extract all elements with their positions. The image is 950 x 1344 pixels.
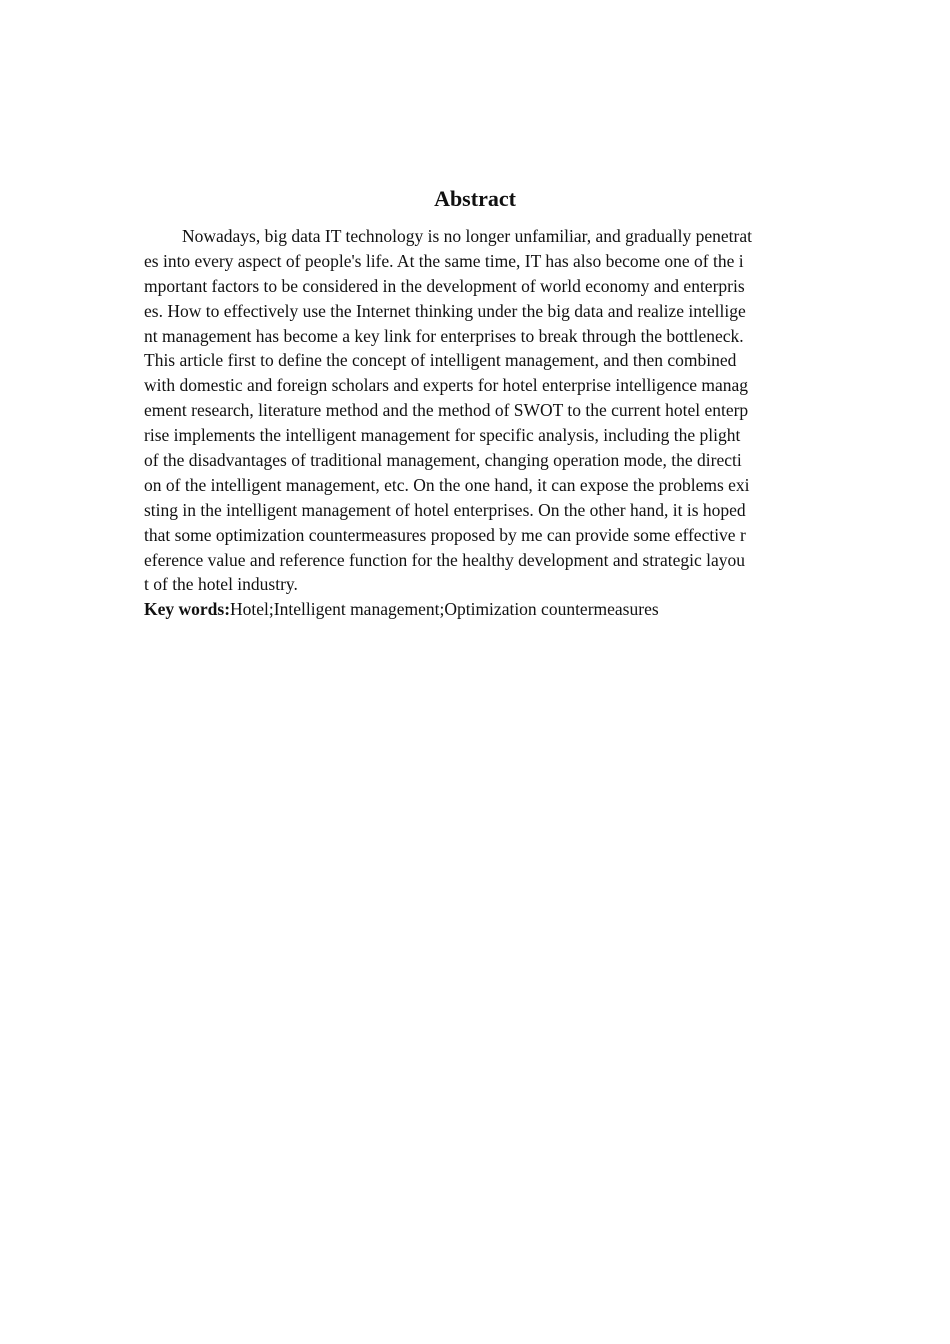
abstract-line: eference value and reference function for the healthy development and strategic layou: [144, 549, 746, 570]
abstract-line: on of the intelligent management, etc. On the one hand, it can expose the problems exi: [144, 474, 750, 495]
abstract-line: t of the hotel industry.: [144, 574, 298, 595]
abstract-title: Abstract: [434, 186, 516, 211]
abstract-line: mportant factors to be considered in the development of world economy and enterpris: [144, 275, 745, 296]
keywords-value: Hotel;Intelligent management;Optimization countermeasures: [230, 599, 659, 620]
abstract-line: sting in the intelligent management of hotel enterprises. On the other hand, it is hoped: [144, 499, 746, 520]
abstract-line: This article first to define the concept of intelligent management, and then combined: [144, 350, 737, 371]
abstract-line: ement research, literature method and the method of SWOT to the current hotel enterp: [144, 400, 749, 421]
abstract-line: with domestic and foreign scholars and experts for hotel enterprise intelligence manag: [144, 375, 749, 396]
abstract-line: that some optimization countermeasures proposed by me can provide some effective r: [144, 524, 746, 545]
abstract-line: nt management has become a key link for enterprises to break through the bottleneck.: [144, 325, 744, 346]
abstract-body: [144, 224, 814, 622]
keywords-line: [144, 597, 814, 622]
keywords-label: Key words:: [144, 599, 231, 620]
abstract-line: es into every aspect of people's life. At the same time, IT has also become one of the i: [144, 250, 744, 271]
abstract-line: rise implements the intelligent management for specific analysis, including the plight: [144, 425, 741, 446]
abstract-line: Nowadays, big data IT technology is no longer unfamiliar, and gradually penetrat: [182, 226, 752, 246]
abstract-line: of the disadvantages of traditional management, changing operation mode, the directi: [144, 450, 742, 471]
abstract-line: es. How to effectively use the Internet thinking under the big data and realize intellige: [144, 300, 746, 321]
